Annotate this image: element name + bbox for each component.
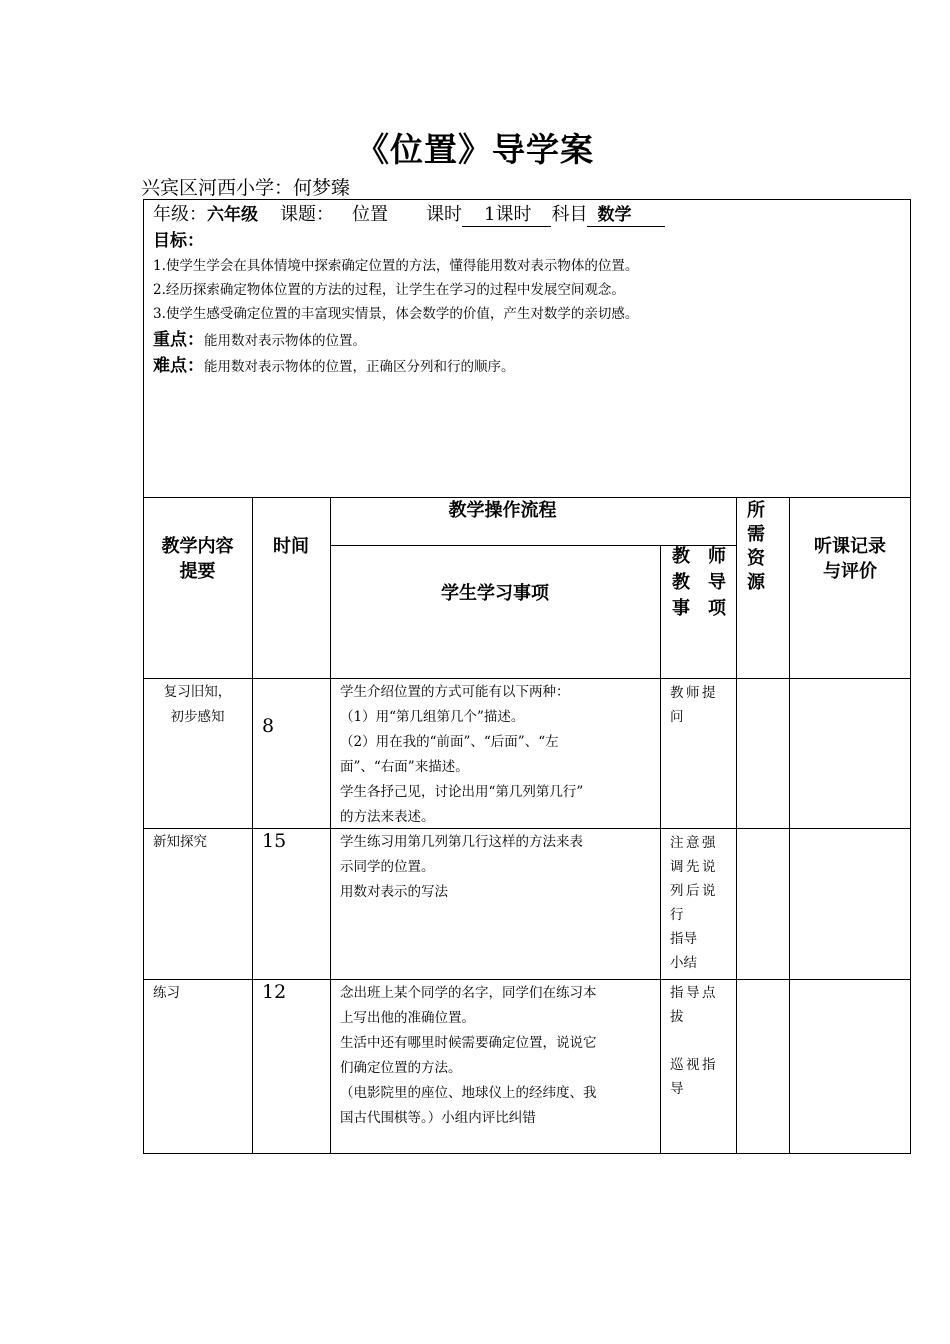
header-resources-char: 需 [747,524,765,545]
row-student-line: 学生练习用第几列第几行这样的方法来表 [340,834,583,850]
header-time: 时间 [273,536,309,557]
objective-item: 2.经历探索确定物体位置的方法的过程，让学生在学习的过程中发展空间观念。 [153,282,625,298]
row-content [153,830,207,855]
row-content-line: 新知探究 [153,834,207,850]
difficult-point [153,351,515,376]
header-record [789,534,911,584]
header-resources-char: 资 [747,548,765,569]
objective-item: 1.使学生学会在具体情境中探索确定位置的方法，懂得能用数对表示物体的位置。 [153,258,639,274]
table-rule [789,497,790,1154]
row-student-line: （1）用“第几组第几个”描述。 [340,709,525,725]
row-teacher-line: 注意强 [670,835,718,851]
header-record-line: 听课记录 [814,536,886,557]
row-teacher-notes [670,981,728,1101]
difficult-point-label: 难点： [153,356,204,376]
topic-label: 课题： [280,204,334,225]
row-teacher-line: 小结 [670,955,697,971]
period-label: 课时 [426,204,462,225]
header-teacher-char: 教 [672,546,690,567]
header-teacher-char: 师 [708,546,726,567]
row-teacher-line: 教师提 [670,685,718,701]
header-teacher-char: 导 [708,572,726,593]
row-teacher-line: 指导 [670,931,697,947]
row-student-line: 的方法来表述。 [340,809,435,825]
header-teacher-char: 项 [708,598,726,619]
row-student-line: 生活中还有哪里时候需要确定位置，说说它 [340,1035,597,1051]
row-student-line: 上写出他的准确位置。 [340,1010,475,1026]
header-record-line: 与评价 [823,561,877,582]
lesson-info-row [153,200,665,227]
row-student-line: 示同学的位置。 [340,859,435,875]
row-time: 8 [262,715,275,737]
grade-value: 六年级 [207,205,258,225]
row-teacher-line [670,1029,728,1053]
row-content [143,680,252,730]
objectives-heading: 目标： [153,231,204,251]
row-content-line: 初步感知 [170,709,225,725]
row-teacher-line: 行 [670,907,686,923]
table-rule [252,497,253,1154]
row-student-line: 用数对表示的写法 [340,884,448,900]
header-content-line: 教学内容 [161,536,234,557]
table-rule [736,497,737,1154]
row-student-items [340,830,583,905]
header-teacher-char: 事 [672,598,690,619]
row-student-line: （2）用在我的“前面”、“后面”、“左 [340,734,559,750]
header-content [143,534,252,584]
header-resources-char: 所 [747,500,765,521]
row-student-line: 国古代围棋等。）小组内评比纠错 [340,1110,536,1126]
grade-label: 年级： [153,204,207,225]
table-rule [143,678,911,679]
topic-value: 位置 [352,204,388,225]
key-point [153,325,366,350]
period-value: 1课时 [462,204,551,227]
row-teacher-notes [670,831,728,975]
row-teacher-line: 导 [670,1081,686,1097]
table-rule [143,979,911,980]
row-time: 15 [262,830,287,852]
row-student-items [340,680,583,830]
header-content-line: 提要 [179,561,216,582]
row-student-line: 学生各抒己见，讨论出用“第几列第几行” [340,784,584,800]
row-content [153,981,180,1006]
row-student-line: 念出班上某个同学的名字，同学们在练习本 [340,985,597,1001]
row-student-line: 学生介绍位置的方式可能有以下两种： [340,684,570,700]
row-teacher-line: 调先说 [670,859,718,875]
row-teacher-line: 列后说 [670,883,718,899]
row-teacher-line: 巡视指 [670,1057,718,1073]
key-point-label: 重点： [153,330,204,350]
page-title: 《位置》导学案 [356,130,594,169]
header-resources-char: 源 [747,572,765,593]
header-student: 学生学习事项 [441,583,549,604]
header-teacher-char: 教 [672,572,690,593]
row-student-line: （电影院里的座位、地球仪上的经纬度、我 [340,1085,597,1101]
row-content-line: 练习 [153,985,180,1001]
row-teacher-line: 拔 [670,1009,686,1025]
row-content-line: 复习旧知， [163,684,232,700]
row-time: 12 [262,981,287,1003]
key-point-text: 能用数对表示物体的位置。 [204,333,366,349]
row-teacher-notes [670,681,728,729]
row-teacher-line: 指导点 [670,985,718,1001]
row-student-items [340,981,597,1131]
subject-value: 数学 [587,204,665,227]
row-teacher-line: 问 [670,709,686,725]
row-student-line: 们确定位置的方法。 [340,1060,462,1076]
difficult-point-text: 能用数对表示物体的位置，正确区分列和行的顺序。 [204,359,515,375]
subject-label: 科目 [551,204,588,225]
header-flow: 教学操作流程 [448,500,557,521]
author-line: 兴宾区河西小学：何梦臻 [141,177,351,199]
objective-item: 3.使学生感受确定位置的丰富现实情景，体会数学的价值，产生对数学的亲切感。 [153,306,639,322]
row-student-line: 面”、“右面”来描述。 [340,759,469,775]
table-rule [660,545,661,1154]
